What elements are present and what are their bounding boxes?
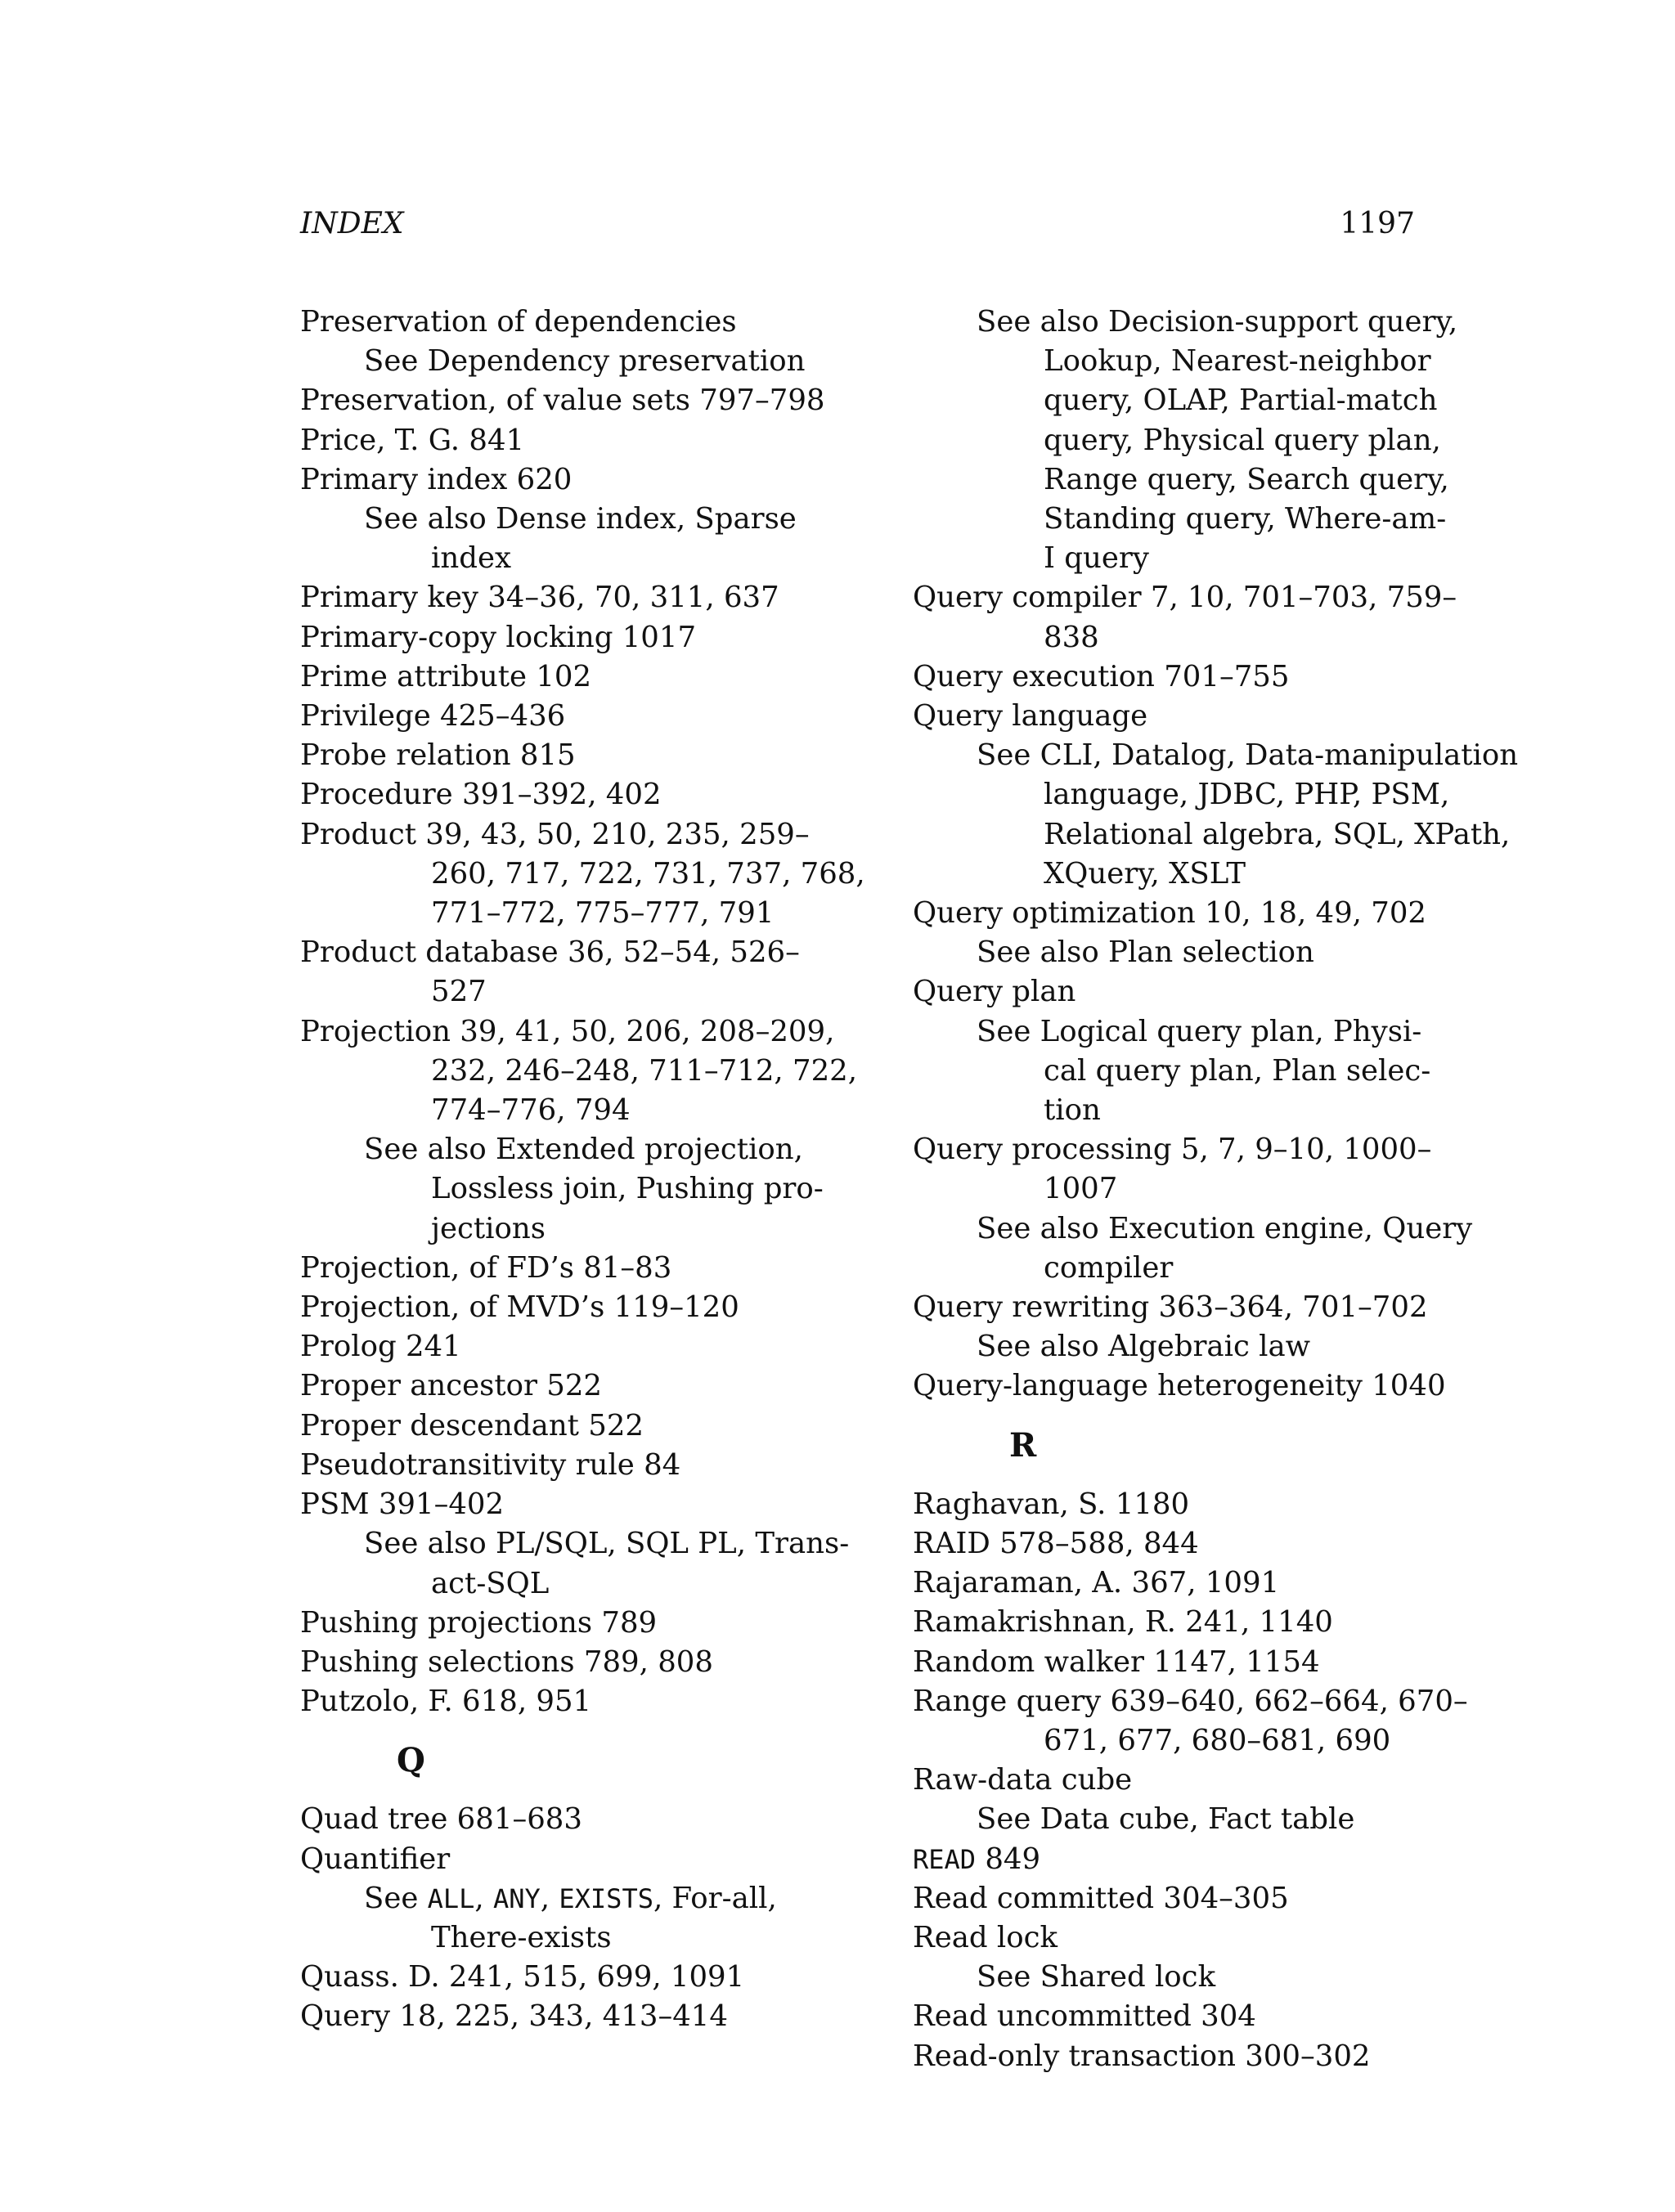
index-entry: Projection, of FD’s 81–83 (300, 1250, 672, 1285)
index-continuation: I query (1044, 541, 1149, 576)
right-column (913, 303, 1534, 2076)
index-continuation: tion (1044, 1093, 1101, 1128)
index-entry: Putzolo, F. 618, 951 (300, 1685, 592, 1719)
index-entry: Query rewriting 363–364, 701–702 (913, 1290, 1428, 1325)
index-entry: Ramakrishnan, R. 241, 1140 (913, 1605, 1333, 1640)
index-continuation: Lookup, Nearest-neighbor (1044, 344, 1431, 379)
index-entry: Product 39, 43, 50, 210, 235, 259– (300, 817, 810, 851)
index-continuation: jections (431, 1211, 546, 1245)
left-entries-q (300, 1800, 873, 2036)
index-continuation: 260, 717, 722, 731, 737, 768, (431, 856, 865, 891)
index-entry: Random walker 1147, 1154 (913, 1644, 1320, 1679)
index-subentry: See Logical query plan, Physi- (977, 1014, 1422, 1048)
index-continuation: 232, 246–248, 711–712, 722, (431, 1053, 858, 1088)
index-continuation: query, OLAP, Partial-match (1044, 384, 1438, 418)
keyword-text: READ (913, 1843, 977, 1875)
index-entry: Prolog 241 (300, 1330, 461, 1364)
index-entry: Pushing projections 789 (300, 1605, 658, 1640)
index-entry: Raw-data cube (913, 1763, 1133, 1797)
entry-text: 849 (976, 1842, 1041, 1876)
index-continuation: 771–772, 775–777, 791 (431, 896, 775, 931)
index-subentry: See also Extended projection, (364, 1133, 803, 1167)
index-entry: Probe relation 815 (300, 738, 576, 773)
index-entry: Query optimization 10, 18, 49, 702 (913, 896, 1427, 931)
index-continuation: XQuery, XSLT (1044, 856, 1246, 891)
index-continuation: 838 (1044, 620, 1099, 654)
index-continuation: 671, 677, 680–681, 690 (1044, 1723, 1391, 1757)
index-continuation: There-exists (431, 1920, 612, 1954)
index-entry: Query-language heterogeneity 1040 (913, 1369, 1446, 1403)
index-subentry: See Shared lock (977, 1960, 1216, 1994)
index-entry: Prime attribute 102 (300, 659, 592, 693)
index-subentry (300, 1879, 873, 1918)
index-entry: Primary index 620 (300, 462, 573, 496)
right-entries-r (913, 1485, 1534, 2076)
left-entries (300, 303, 873, 1721)
index-subentry: See also Algebraic law (977, 1330, 1311, 1364)
index-entry (913, 1840, 1534, 1879)
section-gap (913, 1465, 1534, 1485)
index-entry: Quass. D. 241, 515, 699, 1091 (300, 1960, 745, 1994)
index-continuation: query, Physical query plan, (1044, 423, 1441, 457)
index-continuation: act-SQL (431, 1566, 550, 1600)
index-entry: Preservation, of value sets 797–798 (300, 384, 825, 418)
index-entry: Procedure 391–392, 402 (300, 778, 662, 812)
index-entry: Read-only transaction 300–302 (913, 2039, 1371, 2073)
index-entry: Primary-copy locking 1017 (300, 620, 697, 654)
index-subentry: See Data cube, Fact table (977, 1802, 1355, 1837)
index-continuation: Relational algebra, SQL, XPath, (1044, 817, 1511, 851)
index-entry: Proper ancestor 522 (300, 1369, 603, 1403)
index-continuation: 1007 (1044, 1172, 1118, 1206)
index-entry: Quad tree 681–683 (300, 1802, 582, 1837)
index-entry: Read lock (913, 1920, 1058, 1954)
keyword-text: EXISTS (559, 1882, 653, 1914)
entry-text: , For-all, (653, 1881, 777, 1915)
index-entry: Pushing selections 789, 808 (300, 1644, 713, 1679)
index-entry: Proper descendant 522 (300, 1408, 644, 1443)
right-entries (913, 303, 1534, 1407)
entry-text: See (364, 1881, 428, 1915)
index-entry: Primary key 34–36, 70, 311, 637 (300, 581, 779, 615)
index-continuation: 774–776, 794 (431, 1093, 631, 1128)
index-entry: Query processing 5, 7, 9–10, 1000– (913, 1133, 1432, 1167)
index-entry: Query 18, 225, 343, 413–414 (300, 1999, 728, 2034)
index-entry: Preservation of dependencies (300, 305, 737, 339)
index-continuation: cal query plan, Plan selec- (1044, 1053, 1431, 1088)
index-entry: RAID 578–588, 844 (913, 1526, 1199, 1560)
index-subentry: See also Execution engine, Query (977, 1211, 1473, 1245)
keyword-text: ANY (493, 1882, 541, 1914)
section-gap (300, 1721, 873, 1741)
index-continuation: Range query, Search query, (1044, 462, 1449, 496)
index-entry: Read uncommitted 304 (913, 1999, 1256, 2034)
page-header (300, 207, 1415, 249)
index-subentry: See also PL/SQL, SQL PL, Trans- (364, 1527, 850, 1561)
index-continuation: Lossless join, Pushing pro- (431, 1172, 824, 1206)
section-heading-q: Q (397, 1741, 425, 1780)
index-subentry: See also Decision-support query, (977, 305, 1458, 339)
index-entry: Projection 39, 41, 50, 206, 208–209, (300, 1014, 835, 1048)
index-entry: Product database 36, 52–54, 526– (300, 936, 800, 970)
index-subentry: See Dependency preservation (364, 344, 806, 379)
left-column (300, 303, 873, 2037)
entry-text: , (540, 1881, 559, 1915)
section-gap (913, 1407, 1534, 1426)
index-entry: Quantifier (300, 1842, 451, 1876)
index-continuation: language, JDBC, PHP, PSM, (1044, 778, 1450, 812)
index-subentry: See also Plan selection (977, 936, 1314, 970)
index-entry: Query compiler 7, 10, 701–703, 759– (913, 581, 1457, 615)
index-entry: Pseudotransitivity rule 84 (300, 1447, 681, 1482)
index-entry: Read committed 304–305 (913, 1881, 1289, 1915)
index-entry: Privilege 425–436 (300, 699, 566, 734)
index-entry: Rajaraman, A. 367, 1091 (913, 1566, 1280, 1600)
index-entry: Raghavan, S. 1180 (913, 1487, 1190, 1521)
index-entry: Query language (913, 699, 1148, 734)
index-entry: Price, T. G. 841 (300, 423, 525, 457)
keyword-text: ALL (427, 1882, 475, 1914)
index-continuation: Standing query, Where-am- (1044, 502, 1447, 536)
section-heading-r: R (1009, 1425, 1037, 1465)
index-continuation: 527 (431, 975, 487, 1009)
index-entry: Query execution 701–755 (913, 659, 1290, 693)
index-entry: Projection, of MVD’s 119–120 (300, 1290, 739, 1325)
index-subentry: See CLI, Datalog, Data-manipulation (977, 738, 1519, 773)
entry-text: , (474, 1881, 493, 1915)
index-continuation: index (431, 541, 511, 576)
index-subentry: See also Dense index, Sparse (364, 502, 797, 536)
section-gap (300, 1780, 873, 1800)
page-number: 1197 (1340, 207, 1415, 240)
index-entry: PSM 391–402 (300, 1487, 505, 1522)
running-head: INDEX (300, 207, 404, 240)
index-entry: Query plan (913, 975, 1076, 1009)
index-continuation: compiler (1044, 1250, 1174, 1285)
index-entry: Range query 639–640, 662–664, 670– (913, 1684, 1468, 1718)
